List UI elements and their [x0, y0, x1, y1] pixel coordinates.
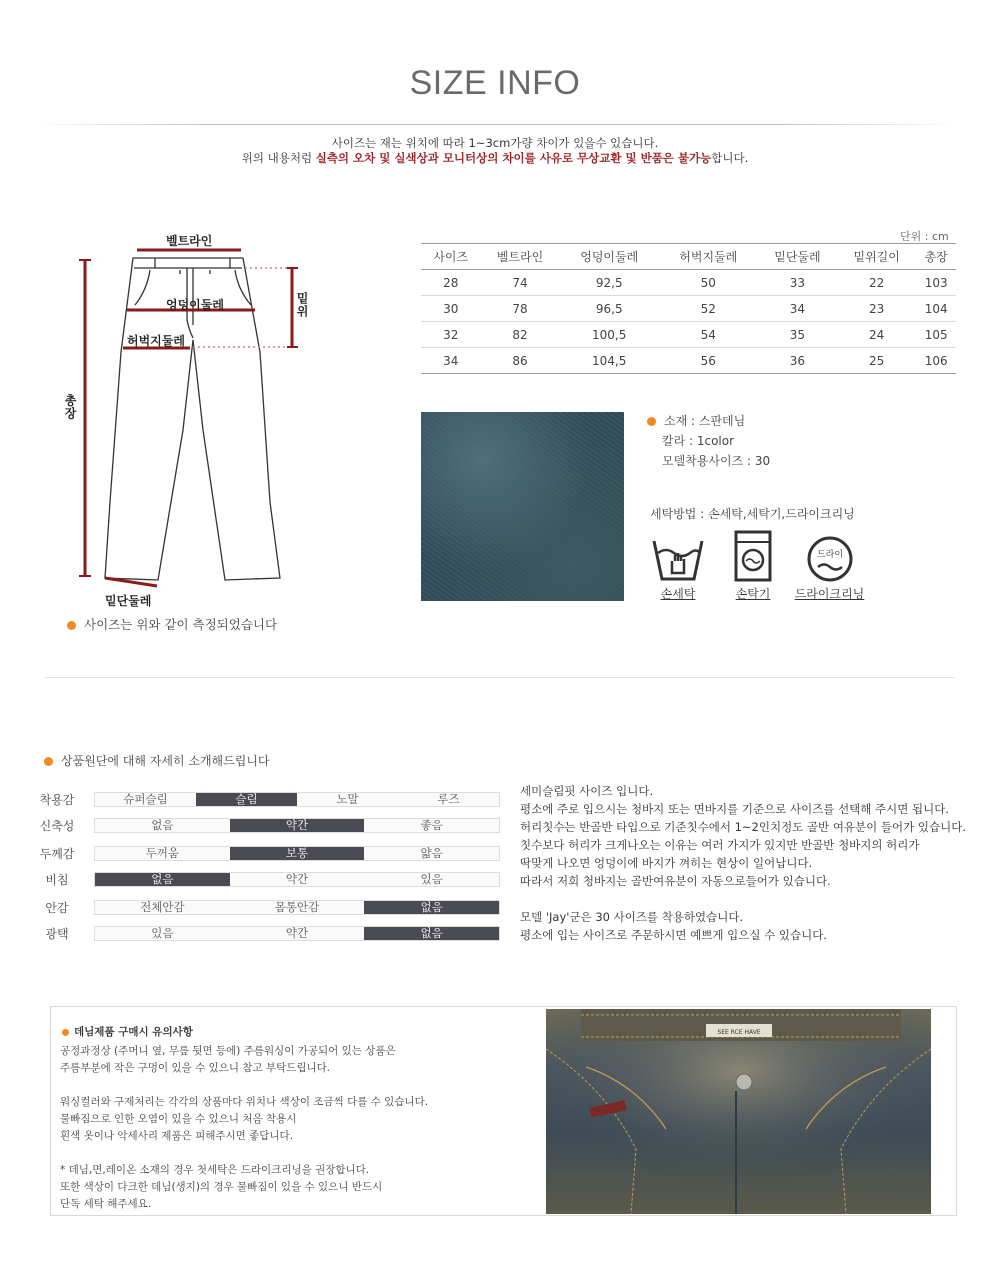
fabric-attr-scale	[94, 900, 500, 915]
fabric-attr-option-selected: 보통	[230, 847, 365, 860]
table-row	[421, 348, 956, 374]
fabric-attr-option: 두꺼움	[145, 846, 179, 860]
fabric-heading: 상품원단에 대해 자세히 소개해드립니다	[44, 752, 270, 769]
fabric-attr-option: 있음	[420, 872, 443, 886]
bullet-icon	[44, 757, 53, 766]
fabric-attr-option-selected: 없음	[364, 927, 499, 940]
table-row	[421, 296, 956, 322]
fabric-attr-option: 노말	[336, 792, 359, 806]
fabric-attr-option: 얇음	[420, 846, 443, 860]
description-line: 칫수보다 허리가 크게나오는 이유는 여러 가지가 있지만 반골반 청바지의 허리가	[520, 838, 920, 852]
thigh-label: 허벅지둘레	[127, 334, 185, 348]
wash-method-info: 세탁방법 : 손세탁,세탁기,드라이크리닝	[650, 507, 855, 521]
table-cell: 34	[758, 296, 837, 322]
fabric-attr-label: 착용감	[39, 793, 75, 807]
fabric-attr-label: 신축성	[39, 819, 75, 833]
table-cell: 52	[659, 296, 758, 322]
fabric-attr-option-selected: 없음	[95, 873, 230, 886]
description-line: 딱맞게 나오면 엉덩이에 바지가 껴히는 현상이 일어납니다.	[520, 856, 813, 870]
diagram-note: 사이즈는 위와 같이 측정되었습니다	[67, 615, 277, 633]
table-header: 밑단둘레	[758, 244, 837, 270]
size-notice-1: 사이즈는 재는 위치에 따라 1~3cm가량 차이가 있을수 있습니다.	[331, 136, 659, 150]
section-divider	[45, 677, 955, 678]
fabric-attr-option: 전체안감	[140, 900, 185, 914]
rise-label: 밑위	[295, 292, 309, 318]
fabric-attr-scale	[94, 792, 500, 807]
fabric-swatch-image	[421, 412, 624, 601]
fabric-attr-option: 약간	[285, 872, 309, 886]
table-cell: 105	[916, 322, 956, 348]
model-size-info: 모델착용사이즈 : 30	[662, 454, 771, 468]
bullet-icon	[647, 417, 656, 426]
table-cell: 103	[916, 270, 956, 296]
description-line: 세미슬림핏 사이즈 입니다.	[520, 784, 654, 798]
table-header: 총장	[916, 244, 956, 270]
table-cell: 82	[480, 322, 559, 348]
table-cell: 32	[421, 322, 480, 348]
material-info: 소재 : 스판데님	[647, 412, 745, 429]
table-row	[421, 322, 956, 348]
table-cell: 92,5	[560, 270, 659, 296]
caution-line: 물빠짐으로 인한 오염이 있을 수 있으니 처음 착용시	[60, 1113, 297, 1125]
caution-line: 흰색 옷이나 악세사리 제품은 피해주시면 좋답니다.	[60, 1130, 294, 1142]
table-cell: 30	[421, 296, 480, 322]
table-cell: 28	[421, 270, 480, 296]
table-cell: 78	[480, 296, 559, 322]
dry-clean-icon	[806, 535, 854, 583]
description-line: 허리칫수는 반골반 타입으로 기준칫수에서 1~2인치정도 골반 여유분이 들어가 있습니다.	[520, 820, 966, 834]
table-cell: 33	[758, 270, 837, 296]
caution-line: * 데님,면,레이온 소재의 경우 첫세탁은 드라이크리닝을 권장합니다.	[60, 1164, 370, 1176]
fabric-attr-scale	[94, 818, 500, 833]
table-header: 엉덩이둘레	[560, 244, 659, 270]
size-notice-2: 위의 내용처럼 실측의 오차 및 실색상과 모니터상의 차이를 사유로 무상교환 및 반품은 불가능합니다.	[241, 151, 749, 165]
care-label-machine: 손탁기	[735, 587, 771, 601]
table-cell: 34	[421, 348, 480, 374]
fabric-attr-label: 광택	[45, 927, 69, 941]
caution-line: 단독 세탁 해주세요.	[60, 1198, 152, 1210]
table-cell: 86	[480, 348, 559, 374]
svg-text:드라이: 드라이	[816, 550, 844, 560]
table-cell: 23	[837, 296, 916, 322]
table-header: 밑위길이	[837, 244, 916, 270]
color-info: 칼라 : 1color	[662, 434, 735, 448]
belt-label: 벨트라인	[166, 234, 213, 248]
fabric-attr-option: 슈퍼슬림	[123, 792, 168, 806]
table-cell: 104,5	[560, 348, 659, 374]
table-header: 허벅지둘레	[659, 244, 758, 270]
jeans-detail-photo	[546, 1009, 931, 1214]
table-cell: 22	[837, 270, 916, 296]
fabric-attr-option: 있음	[151, 926, 174, 940]
care-label-dry-clean: 드라이크리닝	[794, 587, 865, 601]
length-label: 총장	[63, 394, 77, 420]
fabric-attr-label: 두께감	[39, 847, 75, 861]
table-cell: 50	[659, 270, 758, 296]
table-header: 사이즈	[421, 244, 480, 270]
svg-text:SEE RCE HAVE: SEE RCE HAVE	[717, 1029, 761, 1036]
hand-wash-icon	[650, 533, 706, 583]
table-header-row	[421, 244, 956, 270]
page-title: SIZE INFO	[409, 64, 581, 102]
fabric-attr-option: 루즈	[437, 792, 460, 806]
fabric-attr-option-selected: 슬림	[196, 793, 297, 806]
fabric-attr-scale	[94, 846, 500, 861]
caution-line: 공정과정상 (주머니 옆, 무릎 뒷면 등에) 주름워싱이 가공되어 있는 상품은	[60, 1045, 396, 1057]
table-cell: 35	[758, 322, 837, 348]
table-cell: 106	[916, 348, 956, 374]
bullet-icon	[62, 1029, 69, 1036]
table-cell: 24	[837, 322, 916, 348]
table-cell: 36	[758, 348, 837, 374]
fabric-attr-option-selected: 없음	[364, 901, 499, 914]
care-label-hand-wash: 손세탁	[660, 587, 696, 601]
description-line: 따라서 저희 청바지는 골반여유분이 자동으로들어가 있습니다.	[520, 874, 831, 888]
fabric-attr-option: 좋음	[420, 818, 443, 832]
table-row	[421, 270, 956, 296]
table-cell: 25	[837, 348, 916, 374]
fabric-attr-scale	[94, 872, 500, 887]
jeans-illustration	[546, 1009, 931, 1214]
description-line: 모델 'Jay'군은 30 사이즈를 착용하였습니다.	[520, 910, 744, 924]
pants-diagram	[55, 230, 325, 610]
table-cell: 96,5	[560, 296, 659, 322]
washing-machine-icon	[734, 530, 772, 582]
hem-label: 밑단둘레	[105, 594, 152, 608]
caution-heading: 데님제품 구매시 유의사항	[62, 1024, 193, 1039]
table-cell: 100,5	[560, 322, 659, 348]
fabric-attr-option: 약간	[285, 926, 309, 940]
table-cell: 54	[659, 322, 758, 348]
fabric-attr-scale	[94, 926, 500, 941]
table-header: 벨트라인	[480, 244, 559, 270]
caution-line: 주름부분에 작은 구멍이 있을 수 있으니 참고 부탁드립니다.	[60, 1062, 331, 1074]
bullet-icon	[67, 621, 76, 630]
description-line: 평소에 주로 입으시는 청바지 또는 면바지를 기준으로 사이즈를 선택해 주시면 됩니다.	[520, 802, 950, 816]
fabric-attr-option-selected: 약간	[230, 819, 365, 832]
fabric-attr-option: 몸통안감	[274, 900, 320, 914]
fabric-attr-label: 비침	[45, 873, 69, 887]
size-table	[421, 243, 956, 374]
table-cell: 74	[480, 270, 559, 296]
fabric-attr-option: 없음	[151, 818, 174, 832]
caution-line: 워싱컬러와 구제처리는 각각의 상품마다 위치나 색상이 조금씩 다를 수 있습니다.	[60, 1096, 429, 1108]
caution-line: 또한 색상이 다크한 데님(생지)의 경우 물빠짐이 있을 수 있으니 반드시	[60, 1181, 383, 1193]
title-divider	[35, 124, 955, 125]
fabric-attr-label: 안감	[45, 901, 69, 915]
hip-label: 엉덩이둘레	[166, 298, 224, 312]
description-line: 평소에 입는 사이즈로 주문하시면 예쁘게 입으실 수 있습니다.	[520, 928, 827, 942]
table-cell: 56	[659, 348, 758, 374]
table-cell: 104	[916, 296, 956, 322]
unit-label: 단위 : cm	[900, 230, 949, 243]
